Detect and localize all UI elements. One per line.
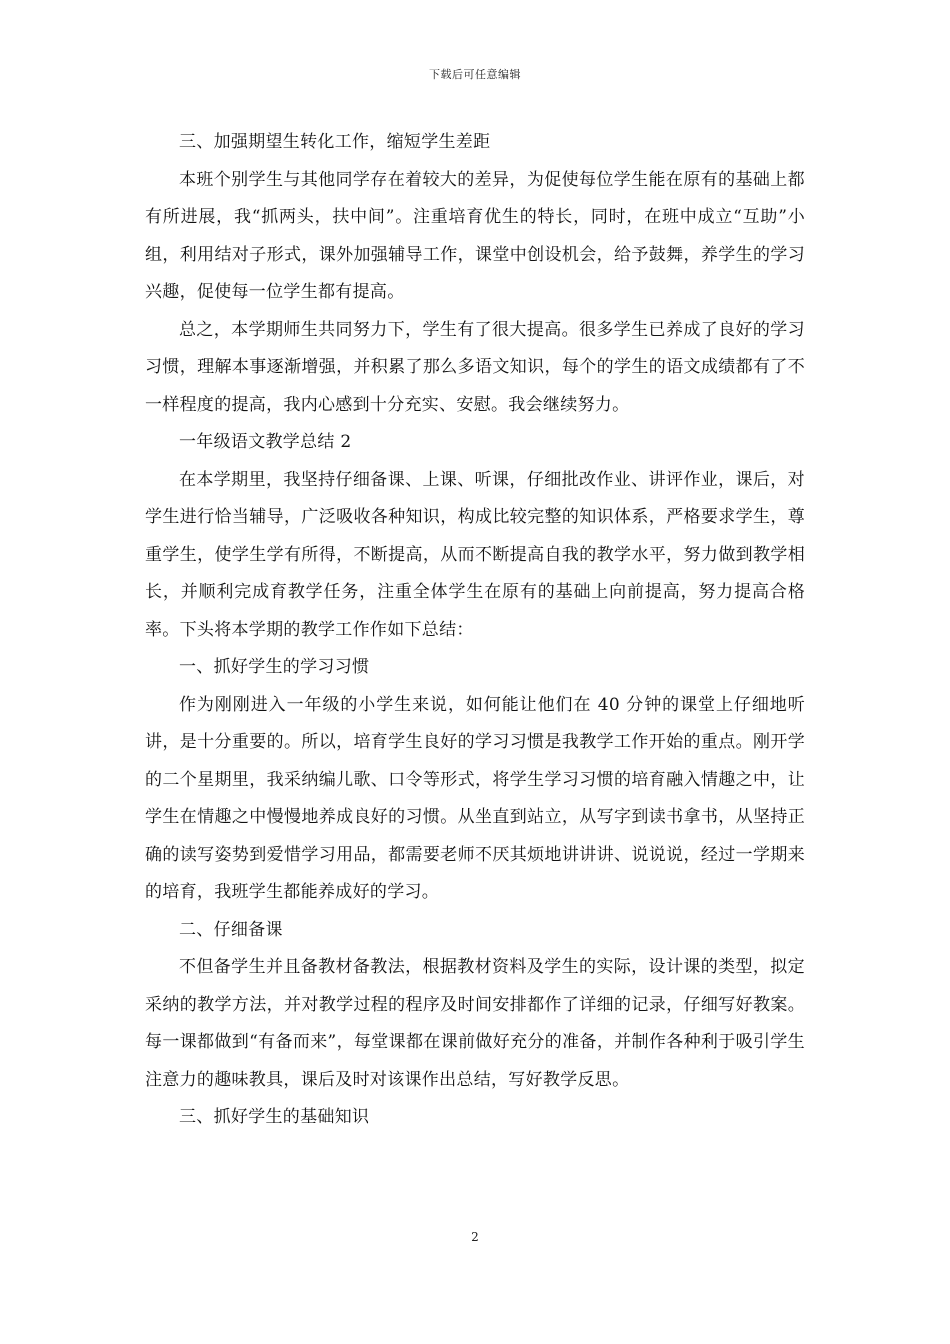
page-number: 2 <box>471 1230 479 1244</box>
paragraph: 本班个别学生与其他同学存在着较大的差异，为促使每位学生能在原有的基础上都有所进展，我“抓两头，扶中间”。注重培育优生的特长，同时，在班中成立“互助”小组，利用结对子形式，课外加强辅导工作，课堂中创设机会，给予鼓舞，养学生的学习兴趣，促使每一位学生都有提高。 <box>145 169 805 302</box>
document-body <box>145 124 805 1137</box>
document-subtitle: 一年级语文教学总结 2 <box>179 432 352 452</box>
page-header: 下载后可任意编辑 <box>429 68 521 81</box>
paragraph: 作为刚刚进入一年级的小学生来说，如何能让他们在 40 分钟的课堂上仔细地听讲，是十分重要的。所以，培育学生良好的学习习惯是我教学工作开始的重点。刚开学的二个星期里，我采纳编儿歌、口令等形式，将学生学习习惯的培育融入情趣之中，让学生在情趣之中慢慢地养成良好的习惯。从坐直到站立，从写字到读书拿书，从坚持正确的读写姿势到爱惜学习用品，都需要老师不厌其烦地讲讲讲、说说说，经过一学期来的培育，我班学生都能养成好的学习。 <box>145 694 805 902</box>
section-heading: 一、抓好学生的学习习惯 <box>179 657 370 677</box>
paragraph: 总之，本学期师生共同努力下，学生有了很大提高。很多学生已养成了良好的学习习惯，理解本事逐渐增强，并积累了那么多语文知识，每个的学生的语文成绩都有了不一样程度的提高，我内心感到十分充实、安慰。我会继续努力。 <box>145 319 805 415</box>
paragraph: 不但备学生并且备教材备教法，根据教材资料及学生的实际，设计课的类型，拟定采纳的教学方法，并对教学过程的程序及时间安排都作了详细的记录，仔细写好教案。每一课都做到“有备而来”，每堂课都在课前做好充分的准备，并制作各种利于吸引学生注意力的趣味教具，课后及时对该课作出总结，写好教学反思。 <box>145 957 805 1090</box>
section-heading: 二、仔细备课 <box>179 919 283 940</box>
paragraph: 在本学期里，我坚持仔细备课、上课、听课，仔细批改作业、讲评作业，课后，对学生进行恰当辅导，广泛吸收各种知识，构成比较完整的知识体系，严格要求学生，尊重学生，使学生学有所得，不断提高，从而不断提高自我的教学水平，努力做到教学相长，并顺利完成育教学任务，注重全体学生在原有的基础上向前提高，努力提高合格率。下头将本学期的教学工作作如下总结： <box>145 469 805 640</box>
section-heading: 三、抓好学生的基础知识 <box>179 1107 370 1127</box>
section-heading: 三、加强期望生转化工作，缩短学生差距 <box>179 132 491 152</box>
